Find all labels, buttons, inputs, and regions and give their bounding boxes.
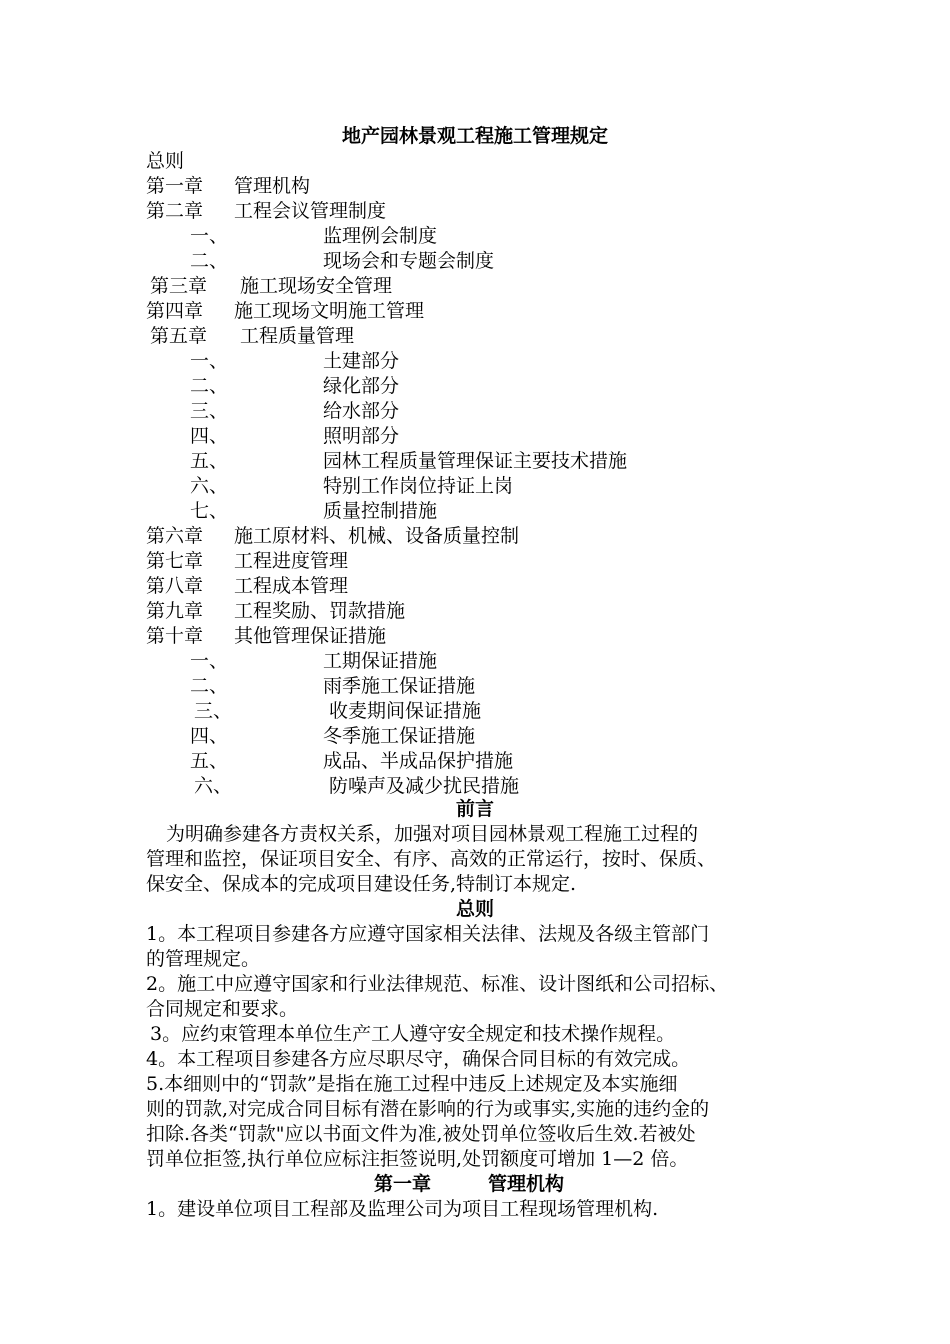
- toc-entry-text: 工程质量管理: [240, 325, 355, 347]
- toc-entry-number: 第六章: [146, 525, 204, 547]
- preface-line: 管理和监控，保证项目安全、有序、高效的正常运行，按时、保质、: [146, 848, 717, 870]
- toc-entry-text: 特别工作岗位持证上岗: [323, 475, 514, 497]
- toc-entry-text: 现场会和专题会制度: [323, 250, 495, 272]
- toc-entry-text: 工期保证措施: [323, 650, 438, 672]
- toc-entry-number: 一、: [190, 350, 229, 372]
- toc-entry-number: 第五章: [150, 325, 208, 347]
- chapter1-line: 1。建设单位项目工程部及监理公司为项目工程现场管理机构.: [146, 1198, 659, 1220]
- toc-entry-text: 施工原材料、机械、设备质量控制: [234, 525, 520, 547]
- toc-entry-number: 第十章: [146, 625, 204, 647]
- toc-entry-text: 给水部分: [323, 400, 400, 422]
- general-line: 扣除.各类“罚款"应以书面文件为准,被处罚单位签收后生效.若被处: [146, 1123, 696, 1145]
- toc-entry-text: 工程进度管理: [234, 550, 349, 572]
- preface-heading: 前言: [455, 798, 494, 820]
- toc-entry-text: 冬季施工保证措施: [323, 725, 476, 747]
- toc-entry-text: 质量控制措施: [323, 500, 438, 522]
- toc-general: 总则: [146, 150, 185, 172]
- toc-entry-number: 七、: [190, 500, 229, 522]
- toc-entry-number: 一、: [190, 650, 229, 672]
- toc-entry-text: 照明部分: [323, 425, 400, 447]
- toc-entry-number: 五、: [190, 750, 229, 772]
- toc-entry-number: 第八章: [146, 575, 204, 597]
- chapter1-heading-text: 管理机构: [488, 1173, 565, 1195]
- document-title: 地产园林景观工程施工管理规定: [341, 125, 608, 147]
- toc-entry-number: 五、: [190, 450, 229, 472]
- toc-entry-number: 六、: [194, 775, 233, 797]
- toc-entry-number: 第二章: [146, 200, 204, 222]
- toc-entry-text: 土建部分: [323, 350, 400, 372]
- toc-entry-number: 第九章: [146, 600, 204, 622]
- toc-entry-number: 四、: [190, 725, 229, 747]
- general-heading: 总则: [455, 898, 494, 920]
- toc-entry-text: 成品、半成品保护措施: [323, 750, 514, 772]
- toc-entry-text: 园林工程质量管理保证主要技术措施: [323, 450, 628, 472]
- toc-entry-text: 工程奖励、罚款措施: [234, 600, 406, 622]
- preface-line: 保安全、保成本的完成项目建设任务,特制订本规定.: [146, 873, 577, 895]
- toc-entry-text: 工程成本管理: [234, 575, 349, 597]
- toc-entry-text: 管理机构: [234, 175, 311, 197]
- toc-entry-text: 工程会议管理制度: [234, 200, 387, 222]
- preface-line: 为明确参建各方责权关系，加强对项目园林景观工程施工过程的: [166, 823, 699, 845]
- toc-entry-number: 第一章: [146, 175, 204, 197]
- toc-entry-number: 二、: [190, 250, 229, 272]
- toc-entry-text: 其他管理保证措施: [234, 625, 387, 647]
- toc-entry-number: 二、: [190, 675, 229, 697]
- toc-entry-text: 收麦期间保证措施: [329, 700, 482, 722]
- chapter1-heading-num: 第一章: [374, 1173, 432, 1195]
- toc-entry-text: 施工现场文明施工管理: [234, 300, 425, 322]
- toc-entry-number: 三、: [190, 400, 229, 422]
- toc-entry-text: 施工现场安全管理: [240, 275, 393, 297]
- toc-entry-number: 第三章: [150, 275, 208, 297]
- toc-entry-number: 一、: [190, 225, 229, 247]
- toc-entry-number: 二、: [190, 375, 229, 397]
- toc-entry-number: 第四章: [146, 300, 204, 322]
- general-line: 的管理规定。: [146, 948, 261, 970]
- toc-entry-text: 防噪声及减少扰民措施: [329, 775, 520, 797]
- toc-entry-text: 绿化部分: [323, 375, 400, 397]
- toc-entry-number: 第七章: [146, 550, 204, 572]
- toc-entry-number: 六、: [190, 475, 229, 497]
- general-line: 4。本工程项目参建各方应尽职尽守，确保合同目标的有效完成。: [146, 1048, 691, 1070]
- general-line: 3。应约束管理本单位生产工人遵守安全规定和技术操作规程。: [150, 1023, 676, 1045]
- general-line: 则的罚款,对完成合同目标有潜在影响的行为或事实,实施的违约金的: [146, 1098, 710, 1120]
- toc-entry-text: 监理例会制度: [323, 225, 438, 247]
- general-line: 合同规定和要求。: [146, 998, 299, 1020]
- general-line: 5.本细则中的“罚款”是指在施工过程中违反上述规定及本实施细: [146, 1073, 678, 1095]
- general-line: 罚单位拒签,执行单位应标注拒签说明,处罚额度可增加 1—2 倍。: [146, 1148, 689, 1170]
- toc-entry-number: 三、: [194, 700, 233, 722]
- toc-entry-number: 四、: [190, 425, 229, 447]
- toc-entry-text: 雨季施工保证措施: [323, 675, 476, 697]
- general-line: 1。本工程项目参建各方应遵守国家相关法律、法规及各级主管部门: [146, 923, 710, 945]
- general-line: 2。施工中应遵守国家和行业法律规范、标准、设计图纸和公司招标、: [146, 973, 729, 995]
